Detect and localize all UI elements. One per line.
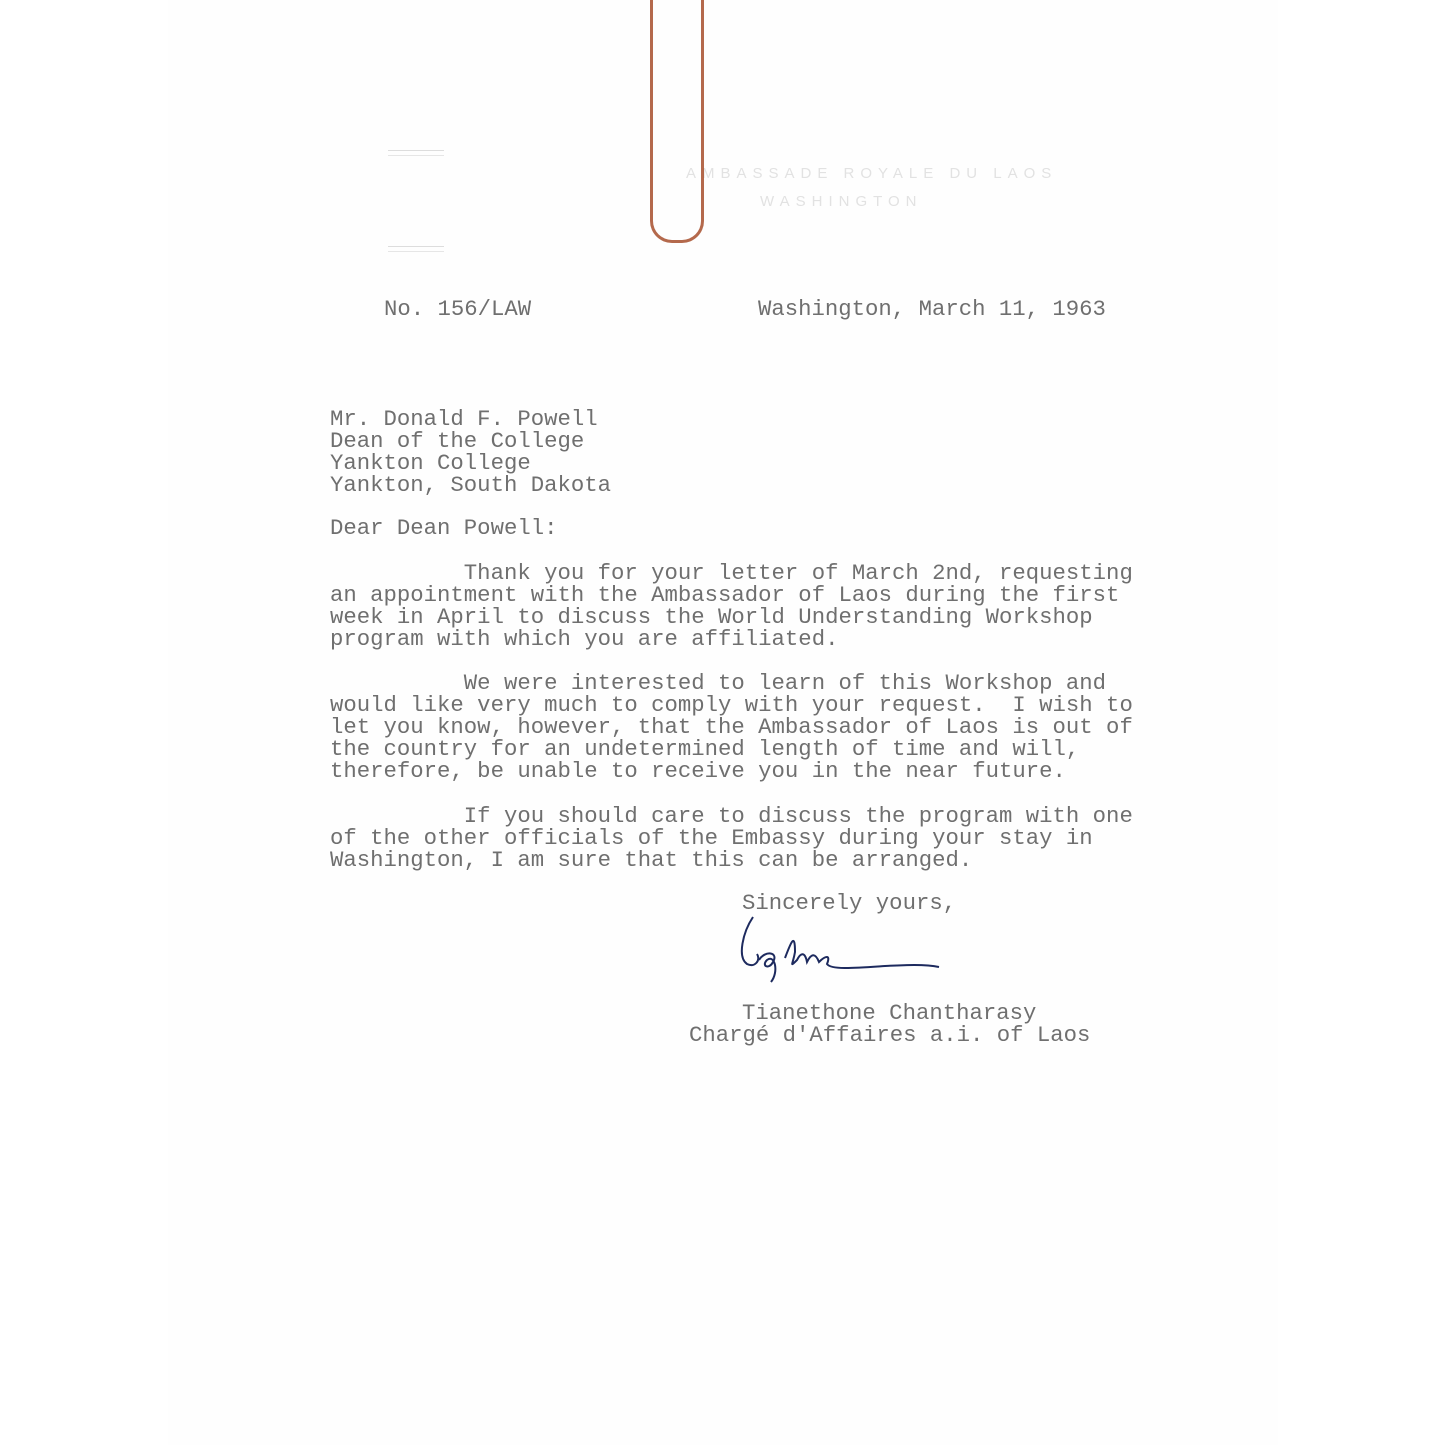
letterhead-line2: WASHINGTON xyxy=(760,193,923,210)
address-line: Yankton College xyxy=(330,450,531,476)
paperclip-stain xyxy=(650,0,704,243)
paragraph-line: therefore, be unable to receive you in the near future. xyxy=(330,758,1066,784)
paragraph-line: We were interested to learn of this Workshop and xyxy=(330,670,1107,696)
signer-title: Chargé d'Affaires a.i. of Laos xyxy=(689,1022,1091,1048)
paragraph-line: Thank you for your letter of March 2nd, requesting xyxy=(330,560,1133,586)
paragraph-line: Washington, I am sure that this can be arranged. xyxy=(330,847,973,873)
paragraph-line: the country for an undetermined length of time and will, xyxy=(330,736,1080,762)
address-line: Mr. Donald F. Powell xyxy=(330,406,598,432)
paragraph-line: If you should care to discuss the program with one xyxy=(330,803,1133,829)
paragraph-line: week in April to discuss the World Understanding Workshop xyxy=(330,604,1093,630)
address-line: Dean of the College xyxy=(330,428,585,454)
paragraph-line: let you know, however, that the Ambassador of Laos is out of xyxy=(330,714,1133,740)
handwritten-signature xyxy=(735,912,945,992)
salutation: Dear Dean Powell: xyxy=(330,515,558,541)
paragraph-line: would like very much to comply with your request. I wish to xyxy=(330,692,1133,718)
letterhead-line1: AMBASSADE ROYALE DU LAOS xyxy=(686,165,1058,182)
signer-name: Tianethone Chantharasy xyxy=(742,1000,1037,1026)
paragraph-line: program with which you are affiliated. xyxy=(330,626,839,652)
reference-number: No. 156/LAW xyxy=(384,296,532,322)
place-date: Washington, March 11, 1963 xyxy=(758,296,1106,322)
address-line: Yankton, South Dakota xyxy=(330,472,611,498)
seal-mark xyxy=(388,150,444,156)
paragraph-line: an appointment with the Ambassador of Laos during the first xyxy=(330,582,1120,608)
paragraph-line: of the other officials of the Embassy during your stay in xyxy=(330,825,1093,851)
closing: Sincerely yours, xyxy=(742,890,957,916)
seal-mark xyxy=(388,246,444,252)
